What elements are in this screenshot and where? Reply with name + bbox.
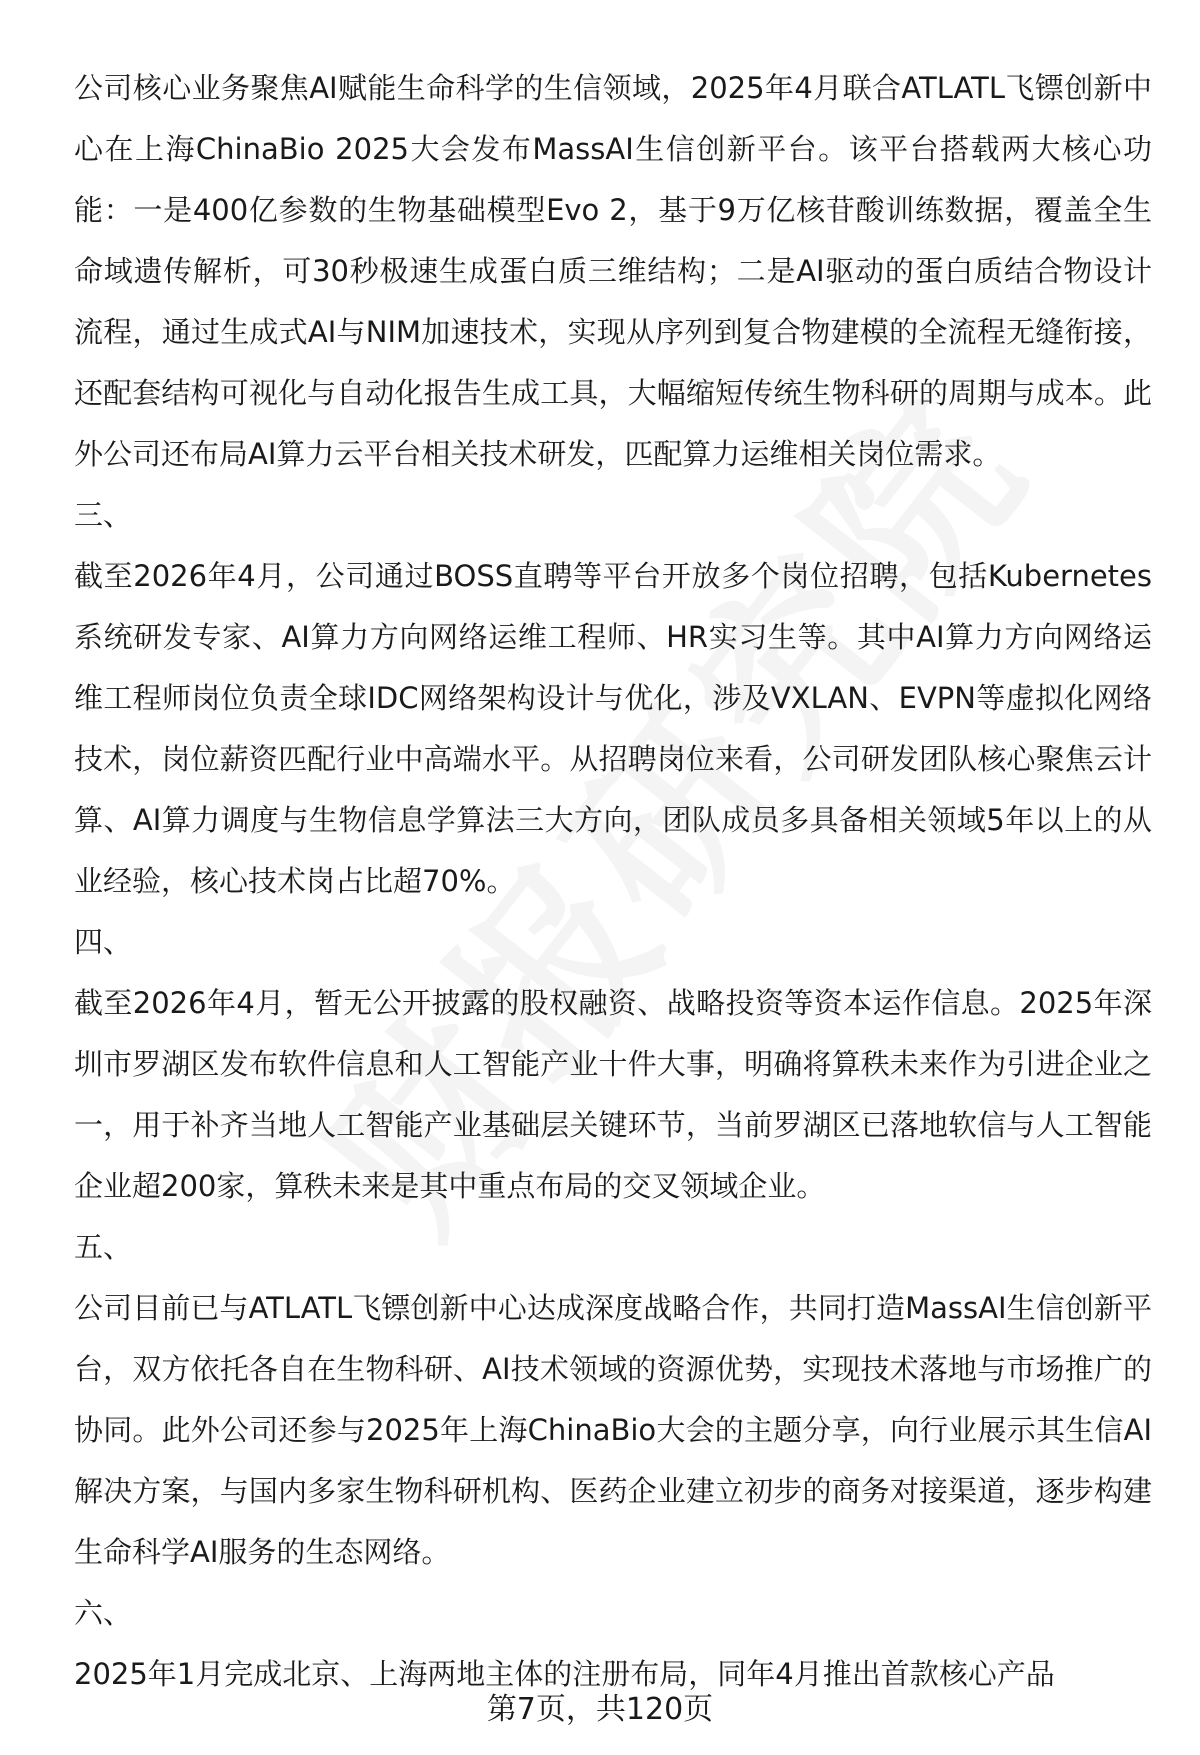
- document-body: [74, 58, 1152, 1705]
- section-heading-4: 四、: [74, 925, 133, 959]
- paragraph-team: 截至2026年4月，公司通过BOSS直聘等平台开放多个岗位招聘，包括Kubernetes系统研发专家、AI算力方向网络运维工程师、HR实习生等。其中AI算力方向网络运维工程师岗位负责全球IDC网络架构设计与优化，涉及VXLAN、EVPN等虚拟化网络技术，岗位薪资匹配行业中高端水平。从招聘岗位来看，公司研发团队核心聚焦云计算、AI算力调度与生物信息学算法三大方向，团队成员多具备相关领域5年以上的从业经验，核心技术岗占比超70%。: [74, 559, 1152, 898]
- section-heading-6: 六、: [74, 1596, 133, 1630]
- paragraph-partnership: 公司目前已与ATLATL飞镖创新中心达成深度战略合作，共同打造MassAI生信创新平台，双方依托各自在生物科研、AI技术领域的资源优势，实现技术落地与市场推广的协同。此外公司还参与2025年上海ChinaBio大会的主题分享，向行业展示其生信AI解决方案，与国内多家生物科研机构、医药企业建立初步的商务对接渠道，逐步构建生命科学AI服务的生态网络。: [74, 1291, 1152, 1569]
- page-number: 第7页，共120页: [486, 1692, 714, 1727]
- section-heading-3: 三、: [74, 498, 133, 532]
- paragraph-financing: 截至2026年4月，暂无公开披露的股权融资、战略投资等资本运作信息。2025年深圳市罗湖区发布软件信息和人工智能产业十件大事，明确将算秩未来作为引进企业之一，用于补齐当地人工智能产业基础层关键环节，当前罗湖区已落地软信与人工智能企业超200家，算秩未来是其中重点布局的交叉领域企业。: [74, 986, 1152, 1203]
- section-heading-5: 五、: [74, 1230, 133, 1264]
- paragraph-milestones: 2025年1月完成北京、上海两地主体的注册布局，同年4月推出首款核心产品: [74, 1657, 1055, 1691]
- paragraph-business: 公司核心业务聚焦AI赋能生命科学的生信领域，2025年4月联合ATLATL飞镖创新中心在上海ChinaBio 2025大会发布MassAI生信创新平台。该平台搭载两大核心功能：一是400亿参数的生物基础模型Evo 2，基于9万亿核苷酸训练数据，覆盖全生命域遗传解析，可30秒极速生成蛋白质三维结构；二是AI驱动的蛋白质结合物设计流程，通过生成式AI与NIM加速技术，实现从序列到复合物建模的全流程无缝衔接，还配套结构可视化与自动化报告生成工具，大幅缩短传统生物科研的周期与成本。此外公司还布局AI算力云平台相关技术研发，匹配算力运维相关岗位需求。: [74, 71, 1152, 471]
